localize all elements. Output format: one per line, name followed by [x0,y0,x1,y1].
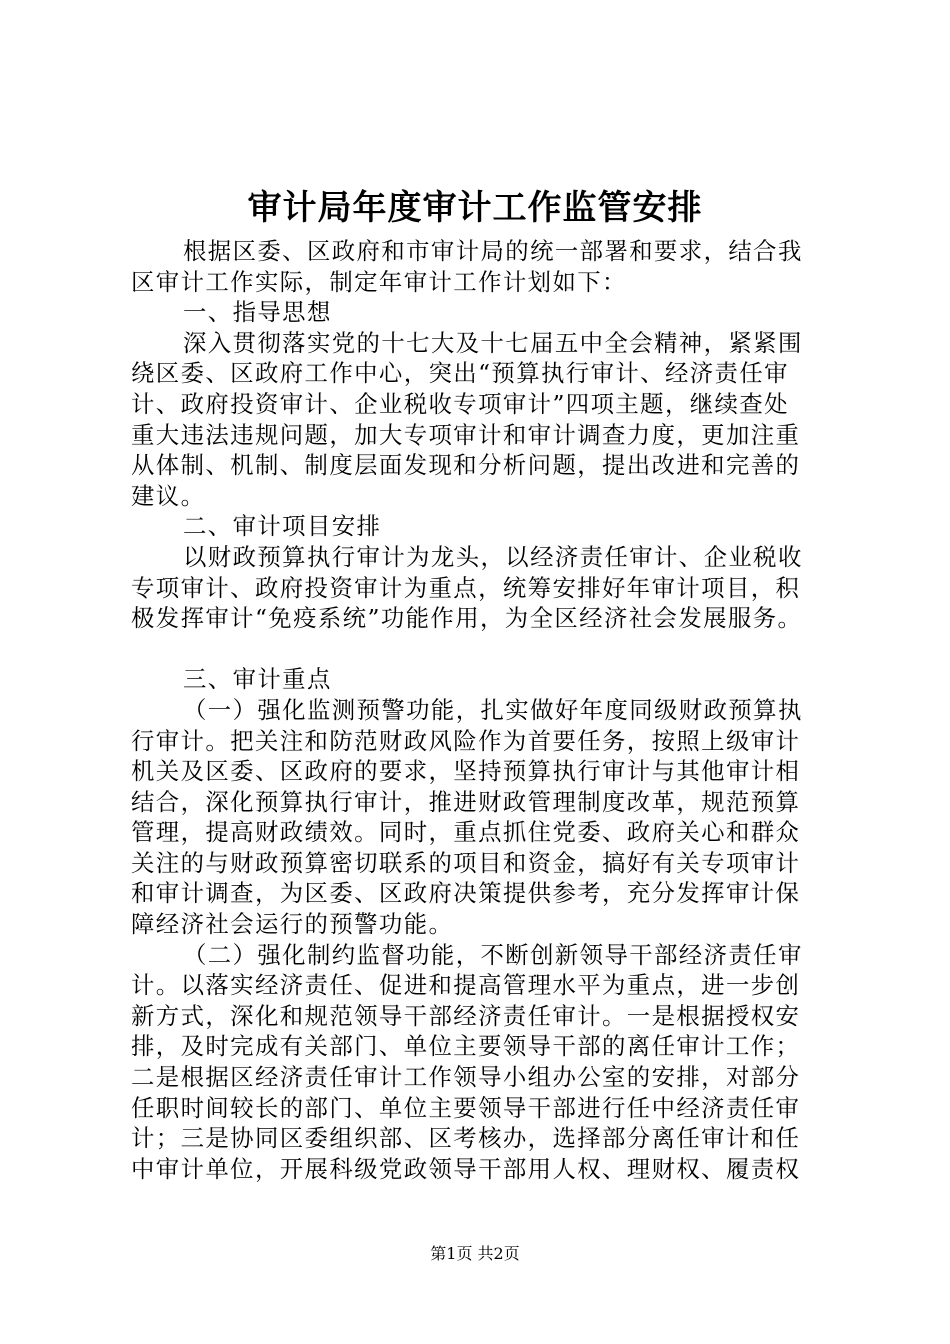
text-line: 深入贯彻落实党的十七大及十七届五中全会精神，紧紧围 [183,328,803,357]
text-line: 计、政府投资审计、企业税收专项审计”四项主题，继续查处 [131,389,789,418]
text-line: 一、指导思想 [183,298,332,327]
text-line: 管理，提高财政绩效。同时，重点抓住党委、政府关心和群众 [131,818,801,847]
text-line: 任职时间较长的部门、单位主要领导干部进行任中经济责任审 [131,1093,801,1122]
text-line: 区审计工作实际，制定年审计工作计划如下： [131,267,627,296]
page-footer: 第1页 共2页 [430,1244,520,1263]
text-line: 根据区委、区政府和市审计局的统一部署和要求，结合我 [183,237,803,265]
text-line: （一）强化监测预警功能，扎实做好年度同级财政预算执 [183,695,803,724]
text-line: 行审计。把关注和防范财政风险作为首要任务，按照上级审计 [131,726,801,755]
document-body [131,236,831,1184]
text-line: 机关及区委、区政府的要求，坚持预算执行审计与其他审计相 [131,757,801,786]
text-line: 结合，深化预算执行审计，推进财政管理制度改革，规范预算 [131,787,801,816]
text-line: 二是根据区经济责任审计工作领导小组办公室的安排，对部分 [131,1063,801,1092]
text-line: 极发挥审计“免疫系统”功能作用，为全区经济社会发展服务。 [131,604,803,633]
text-line: 二、审计项目安排 [183,512,382,541]
text-line: 计；三是协同区委组织部、区考核办，选择部分离任审计和任 [131,1124,801,1153]
text-line: 建议。 [131,481,206,510]
document-title: 审计局年度审计工作监管安排 [247,188,703,228]
text-line: 计。以落实经济责任、促进和提高管理水平为重点，进一步创 [131,971,801,1000]
blank-line [131,634,831,665]
text-line: 重大违法违规问题，加大专项审计和审计调查力度，更加注重 [131,420,801,449]
text-line: （二）强化制约监督功能，不断创新领导干部经济责任审 [183,940,803,969]
text-line: 三、审计重点 [183,665,332,694]
text-line: 障经济社会运行的预警功能。 [131,910,454,939]
text-line: 中审计单位，开展科级党政领导干部用人权、理财权、履责权 [131,1154,801,1183]
text-line: 绕区委、区政府工作中心，突出“预算执行审计、经济责任审 [131,359,789,388]
text-line: 关注的与财政预算密切联系的项目和资金，搞好有关专项审计 [131,848,801,877]
text-line: 专项审计、政府投资审计为重点，统筹安排好年审计项目，积 [131,573,801,602]
text-line: 新方式，深化和规范领导干部经济责任审计。一是根据授权安 [131,1001,801,1030]
text-line: 和审计调查，为区委、区政府决策提供参考，充分发挥审计保 [131,879,801,908]
text-line: 排，及时完成有关部门、单位主要领导干部的离任审计工作； [131,1032,801,1061]
text-line: 以财政预算执行审计为龙头，以经济责任审计、企业税收 [183,542,803,571]
text-line: 从体制、机制、制度层面发现和分析问题，提出改进和完善的 [131,451,801,480]
